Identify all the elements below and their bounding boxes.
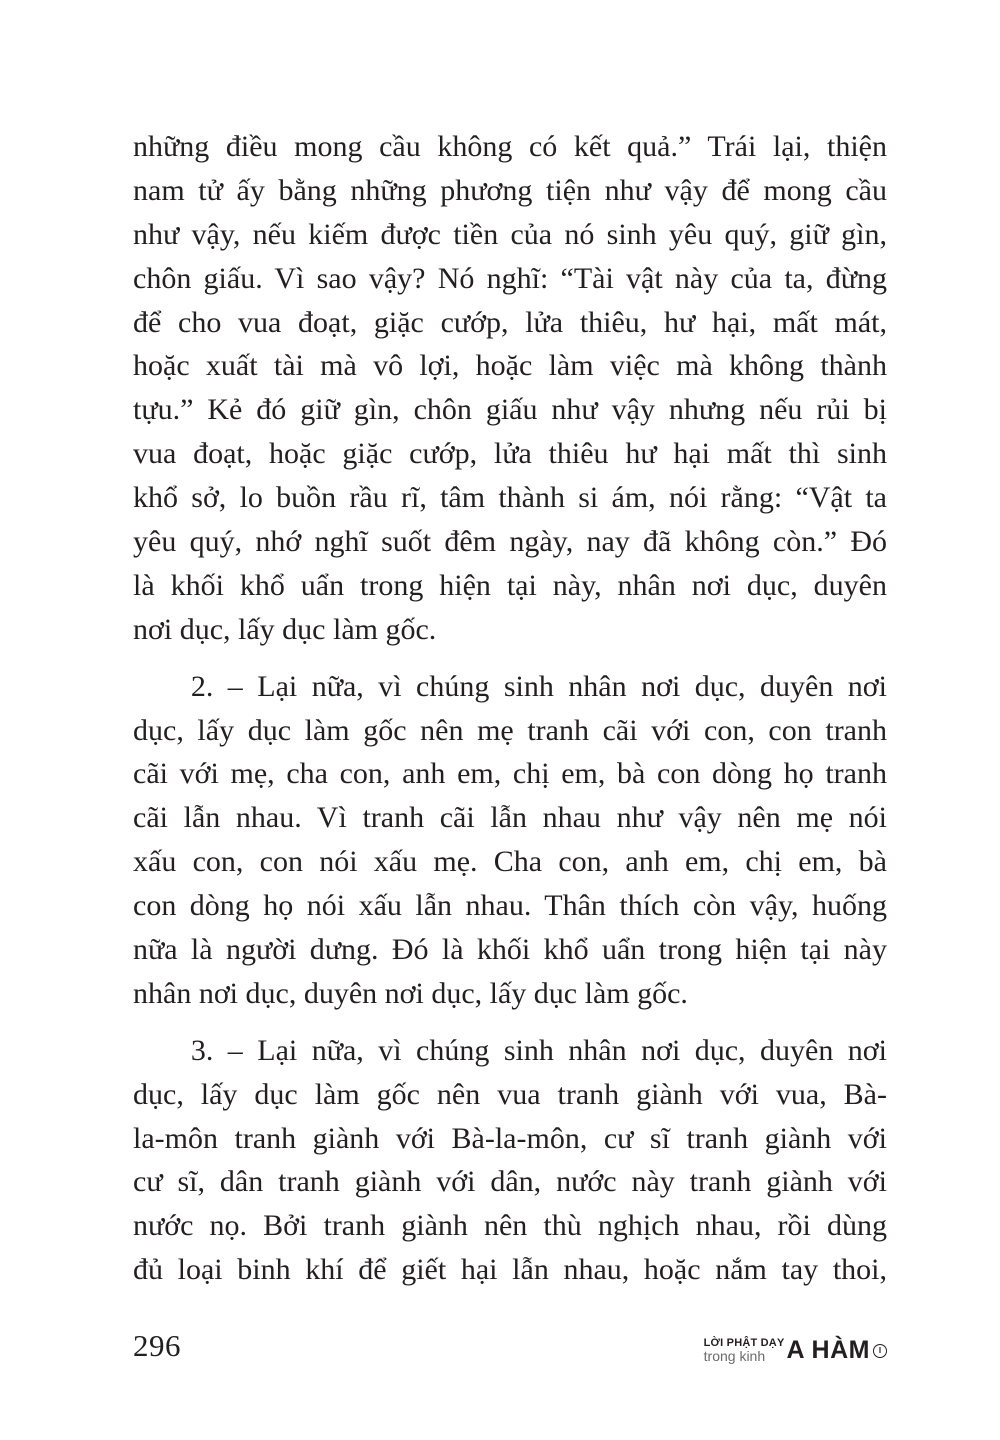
text-line: những điều mong cầu không có kết quả.” Trái lại, thiện <box>133 130 887 163</box>
text-line: nhân nơi dục, duyên nơi dục, lấy dục làm gốc. <box>133 976 688 1010</box>
text-line: cư sĩ, dân tranh giành với dân, nước này tranh giành với <box>133 1165 887 1199</box>
text-line: vua đoạt, hoặc giặc cướp, lửa thiêu hư hại mất thì sinh <box>133 437 887 471</box>
brand-bottom-text: trong kinh <box>703 1348 766 1364</box>
paragraph-3 <box>133 1029 887 1292</box>
text-line: nước nọ. Bởi tranh giành nên thù nghịch nhau, rồi dùng <box>133 1209 887 1243</box>
brand-title: A HÀM <box>786 1336 870 1364</box>
paragraph-2 <box>133 665 887 1016</box>
text-line: chôn giấu. Vì sao vậy? Nó nghĩ: “Tài vật này của ta, đừng <box>133 261 887 295</box>
text-line: con dòng họ nói xấu lẫn nhau. Thân thích còn vậy, huống <box>133 889 887 923</box>
text-line: nữa là người dưng. Đó là khối khổ uẩn trong hiện tại này <box>133 933 887 967</box>
page-number: 296 <box>133 1328 181 1363</box>
text-line: 2. – Lại nữa, vì chúng sinh nhân nơi dục, duyên nơi <box>133 669 887 703</box>
text-line: đủ loại binh khí để giết hại lẫn nhau, hoặc nắm tay thoi, <box>133 1253 887 1287</box>
brand-subtitle <box>704 1337 785 1364</box>
text-line: nơi dục, lấy dục làm gốc. <box>133 612 437 646</box>
text-line: tựu.” Kẻ đó giữ gìn, chôn giấu như vậy nhưng nếu rủi bị <box>133 393 887 427</box>
text-line: là khối khổ uẩn trong hiện tại này, nhân nơi dục, duyên <box>133 568 887 602</box>
text-line: 3. – Lại nữa, vì chúng sinh nhân nơi dục, duyên nơi <box>133 1033 887 1067</box>
text-line: hoặc xuất tài mà vô lợi, hoặc làm việc mà không thành <box>133 349 887 383</box>
text-line: dục, lấy dục làm gốc nên vua tranh giành với vua, Bà- <box>133 1077 887 1111</box>
text-line: xấu con, con nói xấu mẹ. Cha con, anh em, chị em, bà <box>133 845 887 879</box>
text-line: như vậy, nếu kiếm được tiền của nó sinh yêu quý, giữ gìn, <box>133 217 887 251</box>
text-line: khổ sở, lo buồn rầu rĩ, tâm thành si ám, nói rằng: “Vật ta <box>133 481 887 515</box>
page-footer <box>133 1322 887 1370</box>
paragraph-1 <box>133 125 887 652</box>
text-line: cãi với mẹ, cha con, anh em, chị em, bà con dòng họ tranh <box>133 757 887 791</box>
volume-badge: I <box>873 1344 887 1358</box>
text-line: để cho vua đoạt, giặc cướp, lửa thiêu, hư hại, mất mát, <box>133 305 887 339</box>
page-body <box>133 125 887 1292</box>
text-line: dục, lấy dục làm gốc nên mẹ tranh cãi với con, con tranh <box>133 713 887 747</box>
brand-top-text: LỜI PHẬT DẠY <box>703 1337 785 1349</box>
text-line: cãi lẫn nhau. Vì tranh cãi lẫn nhau như vậy nên mẹ nói <box>133 801 887 835</box>
text-line: yêu quý, nhớ nghĩ suốt đêm ngày, nay đã không còn.” Đó <box>133 525 887 559</box>
text-line: nam tử ấy bằng những phương tiện như vậy để mong cầu <box>133 173 887 207</box>
text-line: la-môn tranh giành với Bà-la-môn, cư sĩ tranh giành với <box>133 1121 887 1155</box>
book-brand <box>704 1328 887 1364</box>
